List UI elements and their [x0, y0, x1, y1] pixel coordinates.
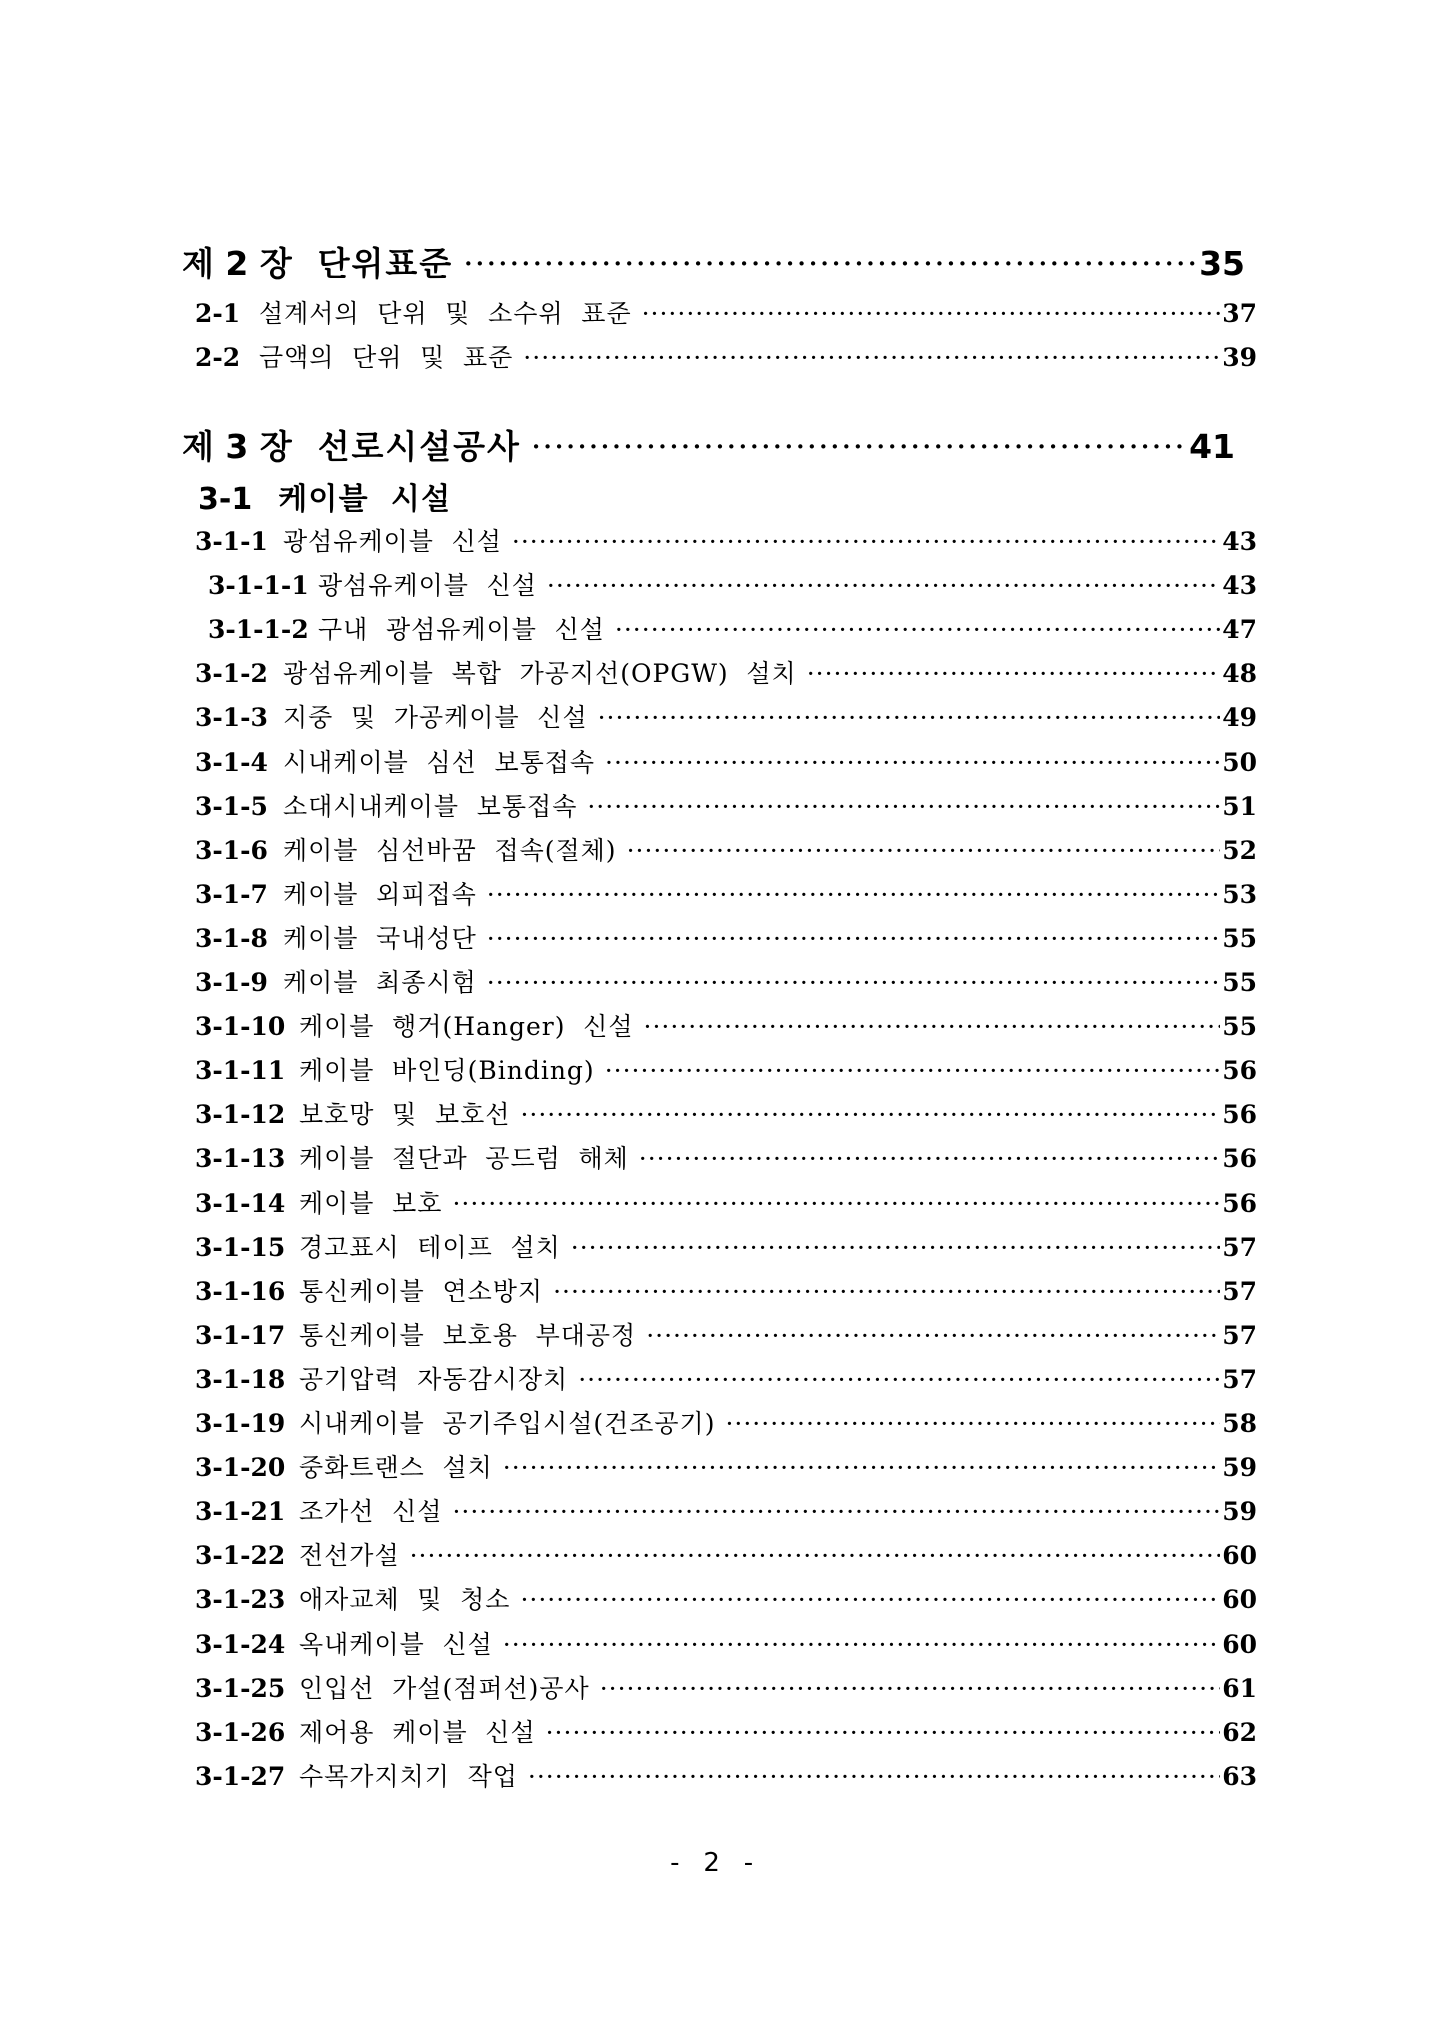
dot-leader [487, 880, 1220, 910]
page-number: 48 [1222, 659, 1257, 688]
page-number: 47 [1222, 615, 1257, 644]
dot-leader [547, 571, 1220, 601]
toc-entry[interactable] [195, 294, 1257, 330]
toc-entry[interactable] [195, 1272, 1257, 1308]
toc-entry[interactable] [195, 1095, 1257, 1131]
entry-number: 3-1-22 [195, 1541, 286, 1570]
dot-leader [615, 615, 1220, 645]
page-number: 35 [1199, 244, 1245, 283]
entry-number: 3-1-19 [195, 1409, 286, 1438]
dot-leader [487, 968, 1220, 998]
toc-entry[interactable] [195, 338, 1257, 374]
entry-title: 케이블 보호 [299, 1189, 443, 1218]
entry-number: 3-1-4 [195, 748, 268, 777]
dot-leader [503, 1453, 1220, 1483]
entry-title: 수목가지치기 작업 [299, 1762, 518, 1791]
page-number: 59 [1222, 1497, 1257, 1526]
toc-entry[interactable] [195, 1316, 1257, 1352]
toc-entry[interactable] [195, 963, 1257, 999]
page-number: 49 [1222, 703, 1257, 732]
dot-leader [605, 748, 1220, 778]
dot-leader [531, 427, 1187, 467]
page-number: 55 [1222, 924, 1257, 953]
dot-leader [487, 924, 1220, 954]
dot-leader [553, 1277, 1220, 1307]
dot-leader [512, 527, 1220, 557]
dot-leader [520, 1585, 1220, 1615]
toc-entry[interactable] [195, 1536, 1257, 1572]
entry-title: 설계서의 단위 및 소수위 표준 [259, 299, 632, 328]
entry-title: 케이블 국내성단 [283, 924, 477, 953]
entry-number: 3-1-1-1 [208, 571, 309, 600]
entry-title: 광섬유케이블 신설 [283, 527, 502, 556]
dot-leader [644, 1012, 1221, 1042]
entry-title: 제어용 케이블 신설 [299, 1718, 536, 1747]
toc-entry[interactable] [195, 1713, 1257, 1749]
page-number: 57 [1222, 1365, 1257, 1394]
chapter-heading[interactable] [182, 421, 1235, 468]
dot-leader [410, 1541, 1221, 1571]
section-number: 3-1 [198, 482, 253, 517]
entry-number: 3-1-3 [195, 703, 268, 732]
toc-entry[interactable] [195, 743, 1257, 779]
toc-entry[interactable] [195, 1051, 1257, 1087]
dot-leader [571, 1233, 1220, 1263]
page-number: 57 [1222, 1277, 1257, 1306]
toc-entry[interactable] [195, 919, 1257, 955]
toc-entry[interactable] [195, 1139, 1257, 1175]
entry-number: 3-1-1-2 [208, 615, 309, 644]
entry-title: 구내 광섬유케이블 신설 [318, 615, 605, 644]
page-number: 43 [1222, 527, 1257, 556]
toc-entry[interactable] [195, 1580, 1257, 1616]
entry-number: 3-1-6 [195, 836, 268, 865]
entry-title: 애자교체 및 청소 [299, 1585, 511, 1614]
dot-leader [639, 1144, 1220, 1174]
toc-entry[interactable] [195, 1360, 1257, 1396]
page-number: 43 [1222, 571, 1257, 600]
toc-entry[interactable] [208, 566, 1257, 602]
entry-title: 금액의 단위 및 표준 [259, 343, 514, 372]
entry-title: 통신케이블 연소방지 [299, 1277, 544, 1306]
entry-number: 3-1-15 [195, 1233, 286, 1262]
toc-entry[interactable] [195, 831, 1257, 867]
dot-leader [642, 299, 1221, 329]
entry-title: 케이블 외피접속 [283, 880, 477, 909]
dot-leader [523, 343, 1220, 373]
page-number: 56 [1222, 1100, 1257, 1129]
page-number: 57 [1222, 1321, 1257, 1350]
entry-title: 전선가설 [299, 1541, 400, 1570]
entry-title: 광섬유케이블 복합 가공지선(OPGW) 설치 [283, 659, 797, 688]
section-title: 케이블 시설 [278, 482, 452, 517]
toc-entry[interactable] [195, 654, 1257, 690]
section-heading [198, 474, 451, 518]
entry-number: 3-1-14 [195, 1189, 286, 1218]
dot-leader [452, 1497, 1220, 1527]
page-number: 56 [1222, 1056, 1257, 1085]
entry-number: 3-1-24 [195, 1630, 286, 1659]
entry-title: 케이블 최종시험 [283, 968, 477, 997]
entry-title: 케이블 심선바꿈 접속(절체) [283, 836, 617, 865]
entry-title: 지중 및 가공케이블 신설 [283, 703, 588, 732]
entry-number: 3-1-27 [195, 1762, 286, 1791]
toc-entry[interactable] [195, 1625, 1257, 1661]
page-number: 57 [1222, 1233, 1257, 1262]
entry-title: 케이블 행거(Hanger) 신설 [299, 1012, 634, 1041]
dot-leader [463, 244, 1197, 284]
dot-leader [578, 1365, 1220, 1395]
chapter-heading[interactable] [182, 238, 1245, 285]
entry-number: 3-1-21 [195, 1497, 286, 1526]
entry-title: 조가선 신설 [299, 1497, 443, 1526]
toc-entry[interactable] [195, 1007, 1257, 1043]
entry-number: 3-1-9 [195, 968, 268, 997]
entry-number: 2-2 [195, 343, 241, 372]
toc-entry[interactable] [195, 787, 1257, 823]
page-number: 59 [1222, 1453, 1257, 1482]
dot-leader [725, 1409, 1220, 1439]
page-number: 51 [1222, 792, 1257, 821]
toc-entry[interactable] [195, 1404, 1257, 1440]
toc-entry[interactable] [195, 522, 1257, 558]
page-number: 41 [1189, 427, 1235, 466]
dot-leader [598, 703, 1221, 733]
entry-number: 3-1-13 [195, 1144, 286, 1173]
page-number: 37 [1222, 299, 1257, 328]
entry-title: 경고표시 테이프 설치 [299, 1233, 561, 1262]
page-number: 63 [1222, 1762, 1257, 1791]
chapter-title: 선로시설공사 [317, 427, 521, 466]
entry-title: 인입선 가설(점퍼선)공사 [299, 1674, 590, 1703]
entry-title: 케이블 바인딩(Binding) [299, 1056, 595, 1085]
entry-number: 3-1-1 [195, 527, 268, 556]
page-number: 56 [1222, 1144, 1257, 1173]
toc-entry[interactable] [195, 1757, 1257, 1793]
toc-entry[interactable] [195, 875, 1257, 911]
page-number: 53 [1222, 880, 1257, 909]
entry-number: 3-1-18 [195, 1365, 286, 1394]
page-number: 50 [1222, 748, 1257, 777]
chapter-number: 제 3 장 [182, 427, 292, 466]
toc-entry[interactable] [195, 1448, 1257, 1484]
page-number: 60 [1222, 1541, 1257, 1570]
entry-title: 케이블 절단과 공드럼 해체 [299, 1144, 629, 1173]
entry-number: 3-1-12 [195, 1100, 286, 1129]
toc-entry[interactable] [195, 698, 1257, 734]
dot-leader [520, 1100, 1220, 1130]
dot-leader [605, 1056, 1221, 1086]
page-number: 39 [1222, 343, 1257, 372]
entry-title: 시내케이블 심선 보통접속 [283, 748, 596, 777]
entry-number: 3-1-25 [195, 1674, 286, 1703]
entry-title: 시내케이블 공기주입시설(건조공기) [299, 1409, 716, 1438]
entry-number: 3-1-8 [195, 924, 268, 953]
entry-number: 3-1-26 [195, 1718, 286, 1747]
dot-leader [503, 1630, 1220, 1660]
entry-title: 공기압력 자동감시장치 [299, 1365, 569, 1394]
page-number: 56 [1222, 1189, 1257, 1218]
page-number: 60 [1222, 1630, 1257, 1659]
page-number: 58 [1222, 1409, 1257, 1438]
entry-number: 3-1-5 [195, 792, 268, 821]
page-number: 52 [1222, 836, 1257, 865]
dot-leader [587, 792, 1220, 822]
entry-number: 3-1-11 [195, 1056, 286, 1085]
entry-title: 소대시내케이블 보통접속 [283, 792, 578, 821]
dot-leader [807, 659, 1221, 689]
entry-number: 3-1-23 [195, 1585, 286, 1614]
dot-leader [646, 1321, 1220, 1351]
entry-title: 보호망 및 보호선 [299, 1100, 511, 1129]
page-number: 61 [1222, 1674, 1257, 1703]
dot-leader [546, 1718, 1221, 1748]
toc-entry[interactable] [195, 1228, 1257, 1264]
page-number: 60 [1222, 1585, 1257, 1614]
chapter-title: 단위표준 [317, 244, 454, 283]
entry-title: 중화트랜스 설치 [299, 1453, 493, 1482]
entry-number: 3-1-17 [195, 1321, 286, 1350]
toc-entry[interactable] [195, 1669, 1257, 1705]
entry-title: 통신케이블 보호용 부대공정 [299, 1321, 637, 1350]
dot-leader [528, 1762, 1220, 1792]
entry-number: 2-1 [195, 299, 241, 328]
entry-number: 3-1-16 [195, 1277, 286, 1306]
entry-number: 3-1-2 [195, 659, 268, 688]
page-number: 62 [1222, 1718, 1257, 1747]
entry-number: 3-1-10 [195, 1012, 286, 1041]
footer-page-number: - 2 - [670, 1848, 761, 1878]
dot-leader [452, 1189, 1220, 1219]
dot-leader [627, 836, 1221, 866]
entry-number: 3-1-20 [195, 1453, 286, 1482]
toc-entry[interactable] [195, 1184, 1257, 1220]
entry-title: 옥내케이블 신설 [299, 1630, 493, 1659]
entry-number: 3-1-7 [195, 880, 268, 909]
dot-leader [600, 1674, 1220, 1704]
page-number: 55 [1222, 968, 1257, 997]
toc-entry[interactable] [195, 1492, 1257, 1528]
toc-entry[interactable] [208, 610, 1257, 646]
chapter-number: 제 2 장 [182, 244, 292, 283]
entry-title: 광섬유케이블 신설 [318, 571, 537, 600]
page-number: 55 [1222, 1012, 1257, 1041]
